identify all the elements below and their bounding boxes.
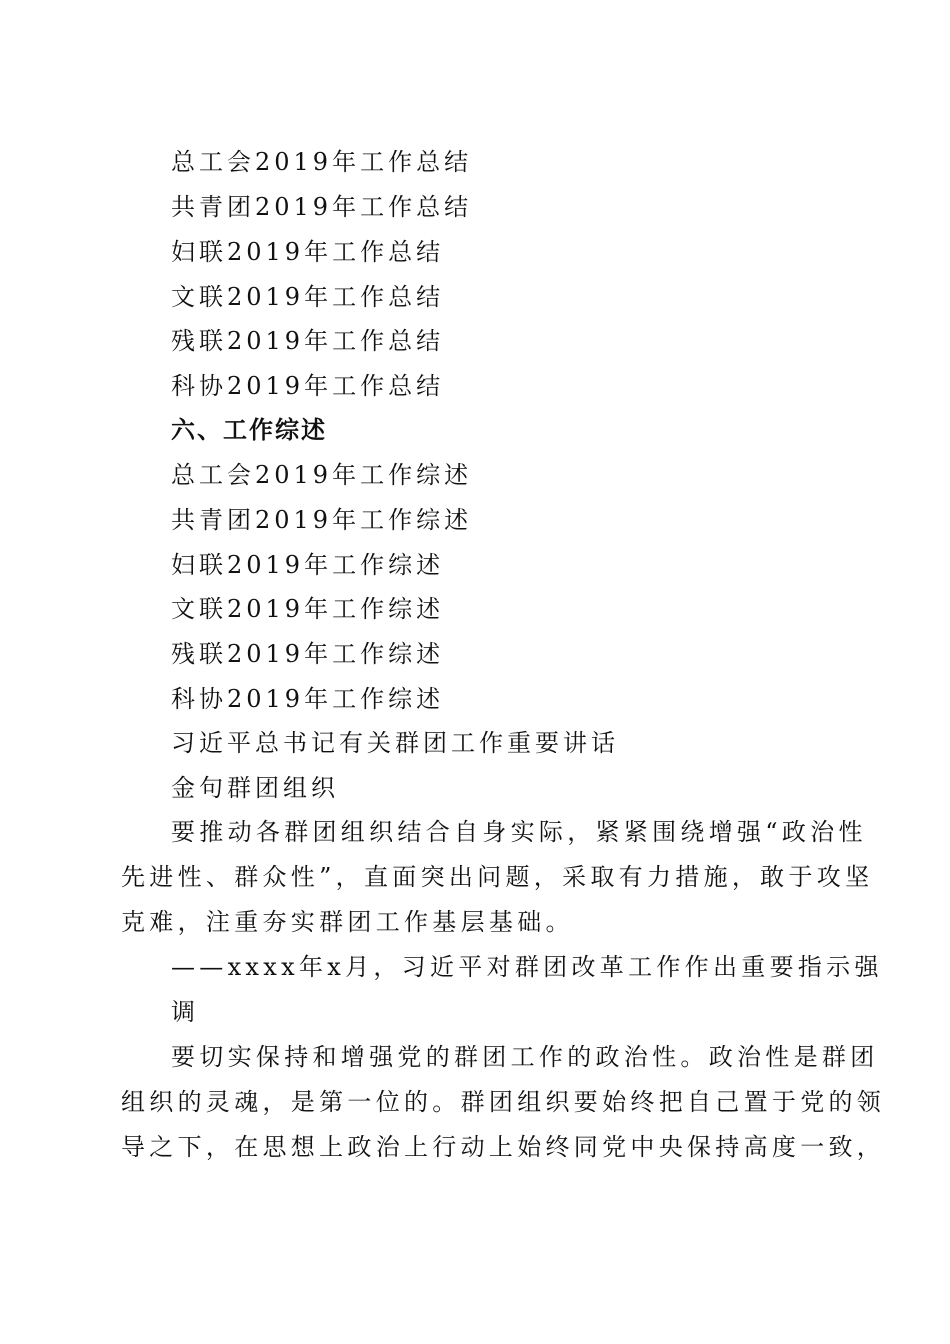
paragraph-line: 导之下，在思想上政治上行动上始终同党中央保持高度一致，: [121, 1133, 886, 1161]
summary-item: 总工会2019年工作总结: [171, 148, 473, 176]
quote-attribution: [121, 945, 883, 1035]
quote-paragraph-1: [121, 810, 874, 945]
summary-item: 残联2019年工作总结: [171, 327, 445, 355]
overview-item: 科协2019年工作综述: [171, 685, 445, 713]
overview-item: 共青团2019年工作综述: [171, 506, 473, 534]
paragraph-line: 先进性、群众性”，直面突出问题，采取有力措施，敢于攻坚: [121, 863, 874, 891]
summary-item: 共青团2019年工作总结: [171, 193, 473, 221]
summary-item: 科协2019年工作总结: [171, 372, 445, 400]
overview-item: 总工会2019年工作综述: [171, 461, 473, 489]
paragraph-line: 要推动各群团组织结合自身实际，紧紧围绕增强“政治性: [171, 818, 867, 846]
paragraph-line: ——xxxx年x月，习近平对群团改革工作作出重要指示强: [171, 953, 883, 981]
summary-item: 妇联2019年工作总结: [171, 238, 445, 266]
overview-item: 残联2019年工作综述: [171, 640, 445, 668]
section-heading: 六、工作综述: [171, 416, 327, 444]
overview-item: 妇联2019年工作综述: [171, 551, 445, 579]
overview-item: 金句群团组织: [171, 774, 339, 802]
overview-item: 习近平总书记有关群团工作重要讲话: [171, 729, 619, 757]
paragraph-line: 要切实保持和增强党的群团工作的政治性。政治性是群团: [171, 1043, 879, 1071]
quote-paragraph-2: [121, 1035, 886, 1170]
paragraph-line: 组织的灵魂，是第一位的。群团组织要始终把自己置于党的领: [121, 1088, 886, 1116]
paragraph-line: 调: [171, 998, 200, 1026]
overview-item: 文联2019年工作综述: [171, 595, 445, 623]
summary-item: 文联2019年工作总结: [171, 283, 445, 311]
paragraph-line: 克难，注重夯实群团工作基层基础。: [121, 908, 574, 936]
